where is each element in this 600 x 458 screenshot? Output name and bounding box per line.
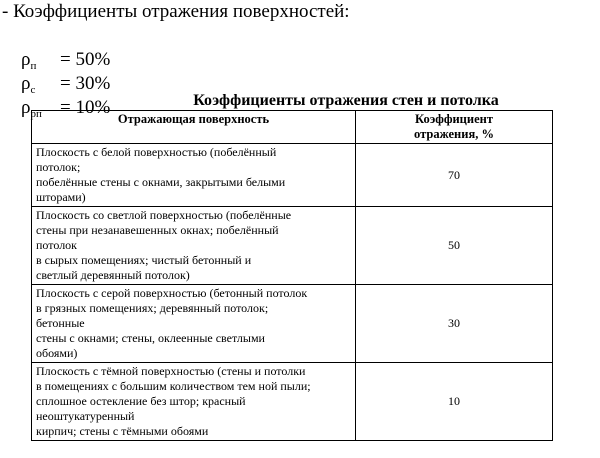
intro-heading: - Коэффициенты отражения поверхностей: (2, 1, 350, 22)
table-row (32, 363, 553, 441)
rho-item-walls-ceiling (2, 24, 350, 72)
header-surface: Отражающая поверхность (32, 111, 356, 144)
surface-cell: Плоскость со светлой поверхностью (побелённые стены при незанавешенных окнах; побелённый потолок в сырых помещениях; чистый бетонный и светлый деревянный потолок) (32, 207, 356, 285)
coefficient-cell: 30 (356, 285, 553, 363)
rho-symbol: ρ (21, 49, 31, 70)
rho-value: = 50% (60, 49, 111, 70)
coefficient-cell: 50 (356, 207, 553, 285)
coefficient-cell: 10 (356, 363, 553, 441)
header-coefficient: Коэффициент отражения, % (356, 111, 553, 144)
rho-subscript: рп (30, 108, 42, 120)
surface-cell: Плоскость с серой поверхностью (бетонный потолок в грязных помещениях; деревянный потолок; бетонные стены с окнами; стены, оклеенные светлыми обоями) (32, 285, 356, 363)
rho-subscript: п (30, 60, 37, 72)
rho-symbol: ρ (21, 73, 31, 94)
rho-item-walls (2, 48, 350, 96)
rho-subscript: с (30, 84, 36, 96)
rho-value: = 10% (60, 97, 111, 118)
table-title: Коэффициенты отражения стен и потолка (193, 92, 499, 109)
table-row (32, 144, 553, 207)
coefficient-cell: 70 (356, 144, 553, 207)
table-header-row (32, 111, 553, 144)
table-row (32, 285, 553, 363)
surface-cell: Плоскость с белой поверхностью (побелённый потолок; побелённые стены с окнами, закрытыми белыми шторами) (32, 144, 356, 207)
table-row (32, 207, 553, 285)
surface-cell: Плоскость с тёмной поверхностью (стены и потолки в помещениях с большим количеством тем ной пыли; сплошное остекление без штор; красный неоштукатуренный кирпич; стены с тёмными обоями (32, 363, 356, 441)
rho-value: = 30% (60, 73, 111, 94)
reflection-table (31, 110, 553, 441)
rho-symbol: ρ (21, 97, 31, 118)
